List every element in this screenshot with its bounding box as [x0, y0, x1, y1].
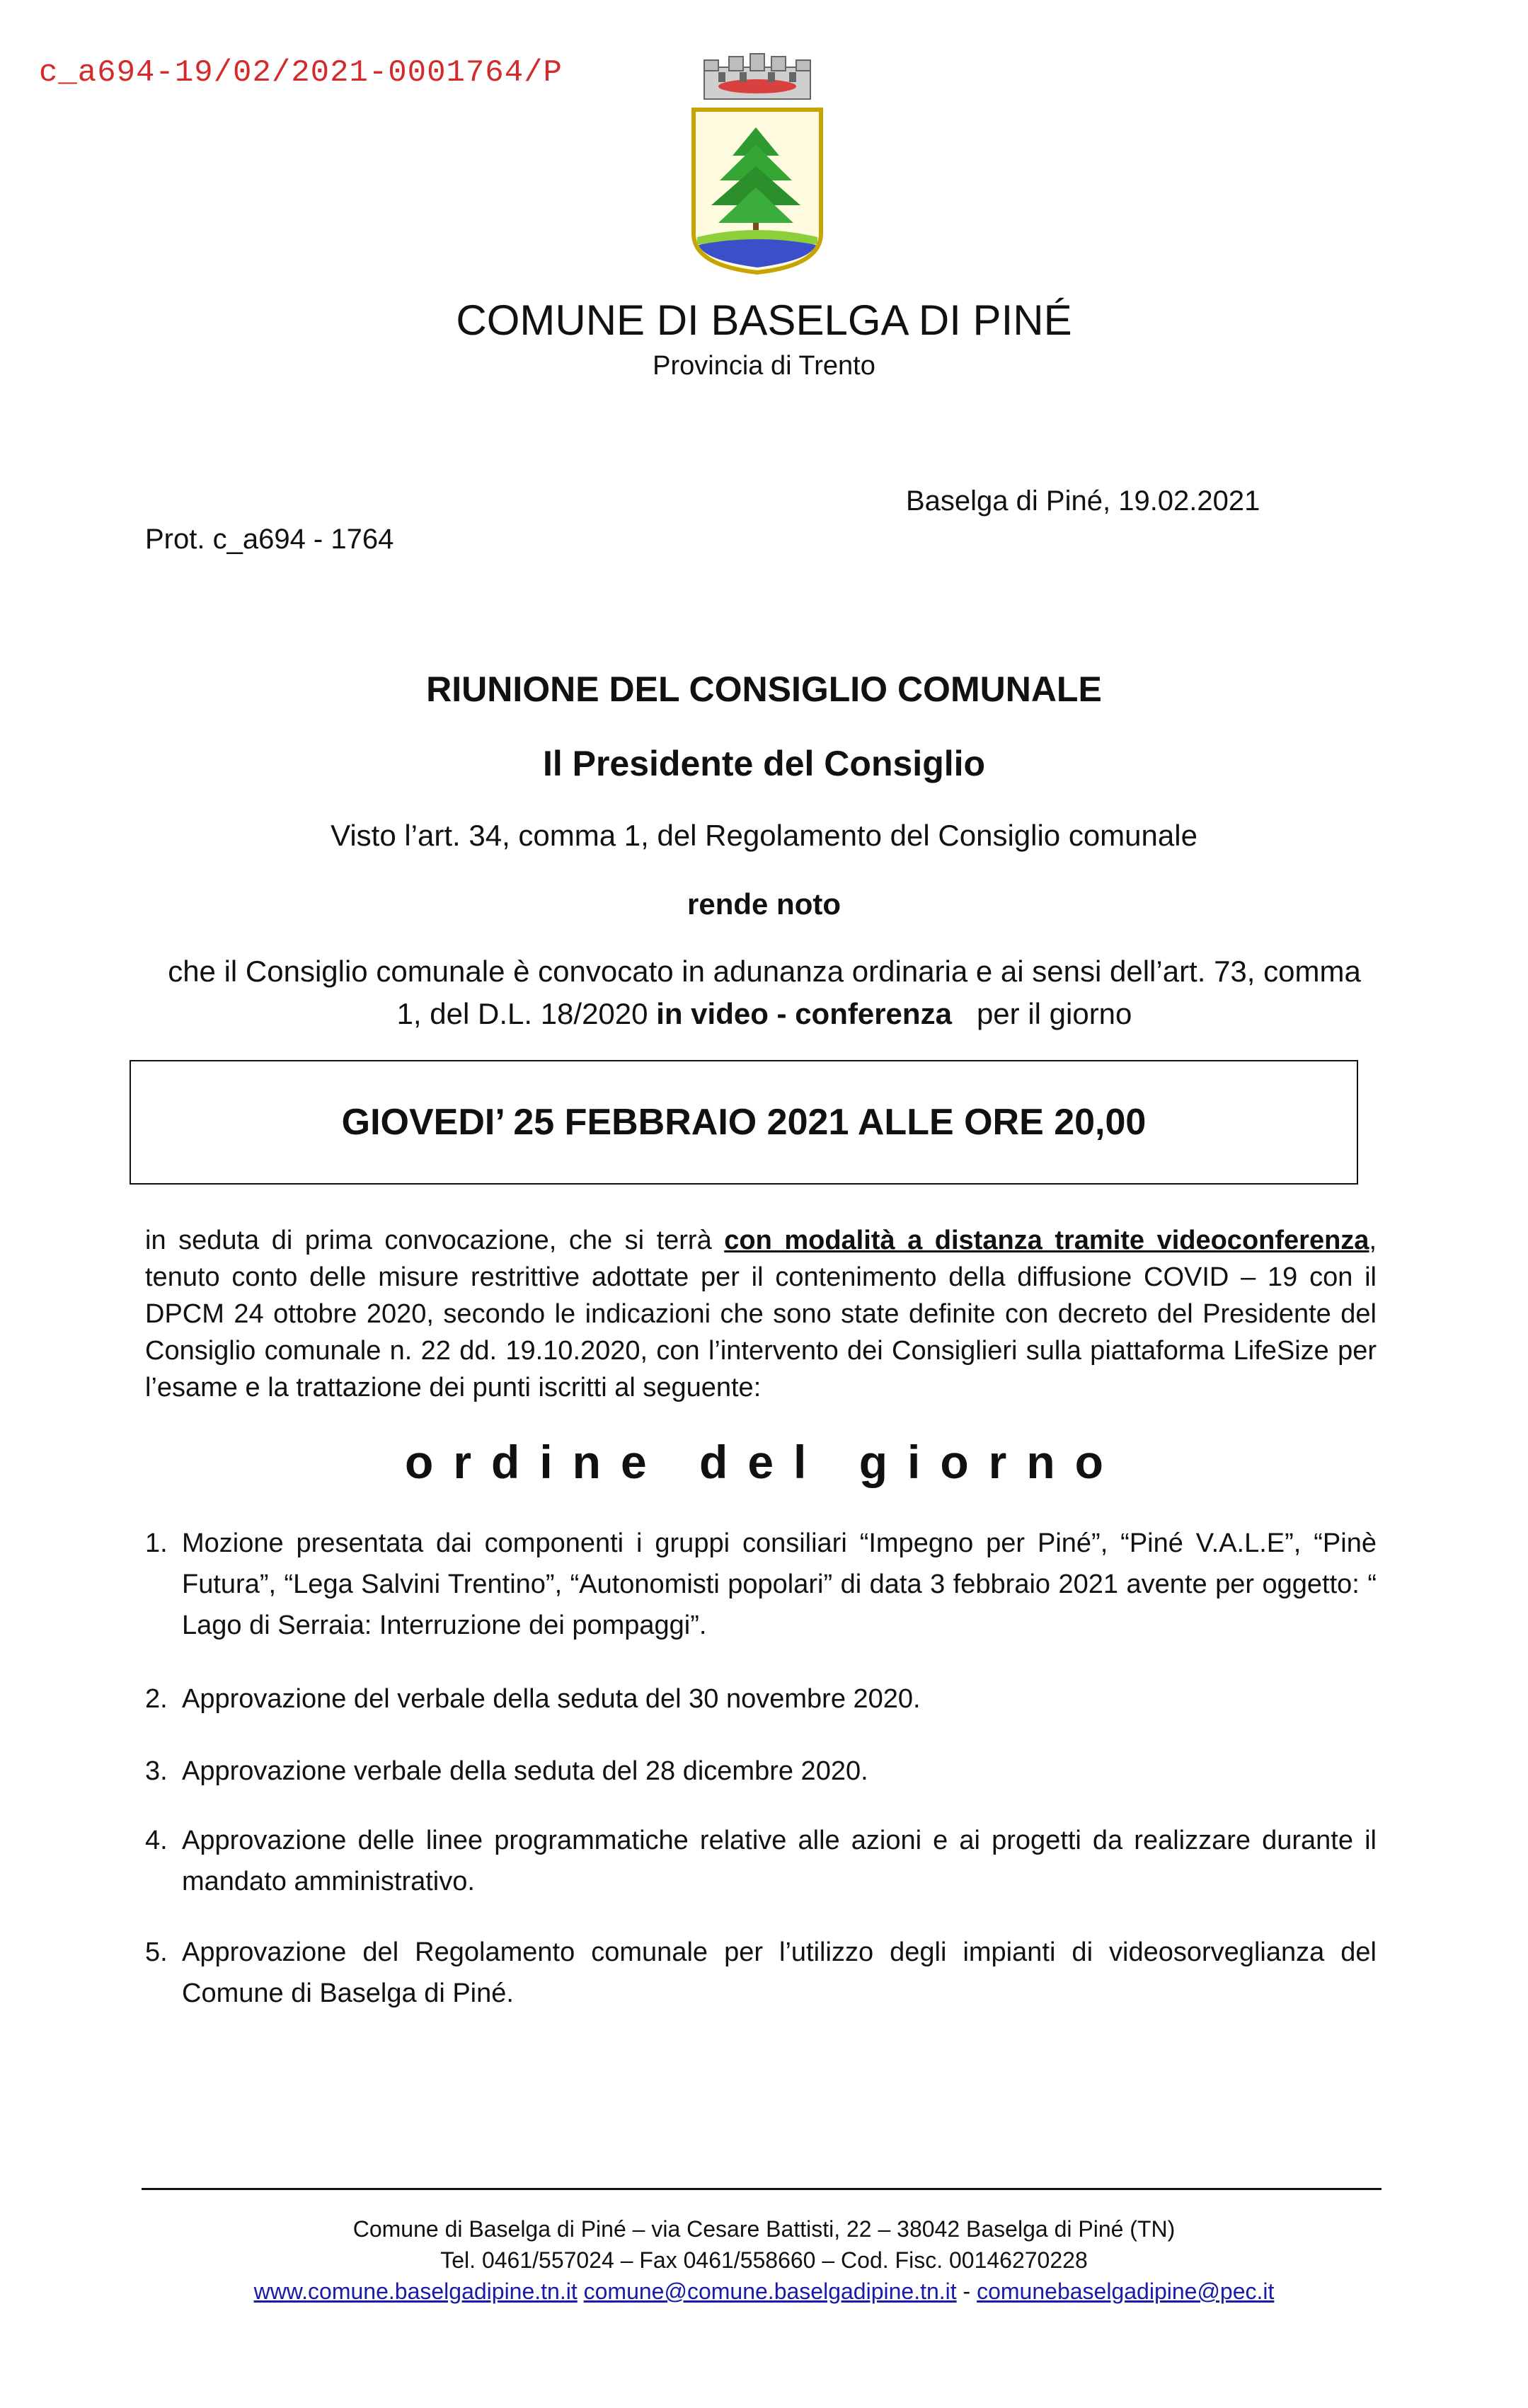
- footer-address: Comune di Baselga di Piné – via Cesare Battisti, 22 – 38042 Baselga di Piné (TN): [352, 2216, 1176, 2242]
- convocation-paragraph: [142, 950, 1387, 1035]
- agenda-item-number: 4.: [145, 1826, 168, 1855]
- agenda-item: [145, 1678, 1377, 1719]
- agenda-item: [145, 1751, 1377, 1792]
- agenda-item: [145, 1523, 1377, 1646]
- agenda-item-number: 2.: [145, 1684, 168, 1714]
- agenda-item-number: 3.: [145, 1756, 168, 1786]
- president-heading: Il Presidente del Consiglio: [542, 744, 986, 783]
- email-link[interactable]: comune@comune.baselgadipine.tn.it: [583, 2279, 957, 2304]
- agenda-title: ordine del giorno: [405, 1436, 1123, 1488]
- municipal-crest-logo: [676, 28, 839, 276]
- pec-link[interactable]: comunebaselgadipine@pec.it: [977, 2279, 1275, 2304]
- rende-noto: rende noto: [687, 887, 841, 921]
- meeting-details-paragraph: [145, 1222, 1377, 1406]
- details-remote-mode: con modalità a distanza tramite videoconferenza: [724, 1226, 1369, 1255]
- details-rest: , tenuto conto delle misure restrittive adottate per il contenimento della diffusione COVID – 19 con il DPCM 24 ottobre 2020, secondo le indicazioni che sono state definite con decreto del Presidente del Consiglio comunale n. 22 dd. 19.10.2020, con l’intervento dei Consiglieri sulla piattaforma LifeSize per l’esame e la trattazione dei punti iscritti al seguente:: [145, 1226, 1377, 1402]
- agenda-item-text: Approvazione delle linee programmatiche relative alle azioni e ai progetti da realizzare durante il mandato amministrativo.: [182, 1826, 1377, 1896]
- agenda-item-number: 1.: [145, 1528, 168, 1558]
- crown-icon: [704, 54, 810, 99]
- meeting-heading: RIUNIONE DEL CONSIGLIO COMUNALE: [426, 669, 1102, 709]
- convocation-line2-start: 1, del D.L. 18/2020: [396, 997, 657, 1030]
- agenda-item-text: Approvazione del verbale della seduta del 30 novembre 2020.: [182, 1684, 921, 1714]
- agenda-item-text: Approvazione verbale della seduta del 28 dicembre 2020.: [182, 1756, 868, 1786]
- visto-line: Visto l’art. 34, comma 1, del Regolamento del Consiglio comunale: [331, 819, 1197, 852]
- details-start: in seduta di prima convocazione, che si terrà: [145, 1226, 725, 1255]
- agenda-item-text: Approvazione del Regolamento comunale per l’utilizzo degli impianti di videosorveglianza del Comune di Baselga di Piné.: [182, 1937, 1377, 2008]
- municipality-title: COMUNE DI BASELGA DI PINÉ: [456, 296, 1072, 344]
- footer-divider: [142, 2188, 1381, 2190]
- convocation-line2-end: per il giorno: [951, 997, 1132, 1030]
- protocol-stamp: c_a694-19/02/2021-0001764/P: [39, 55, 563, 91]
- website-link[interactable]: www.comune.baselgadipine.tn.it: [253, 2279, 578, 2304]
- footer-contacts: Tel. 0461/557024 – Fax 0461/558660 – Cod. Fisc. 00146270228: [440, 2247, 1088, 2273]
- convocation-videoconf: in video - conferenza: [656, 997, 952, 1030]
- footer-links: [0, 2276, 1528, 2307]
- province-subtitle: Provincia di Trento: [653, 351, 875, 381]
- meeting-date-box: [130, 1060, 1358, 1185]
- agenda-item-number: 5.: [145, 1937, 168, 1967]
- meeting-date: GIOVEDI’ 25 FEBBRAIO 2021 ALLE ORE 20,00: [341, 1102, 1147, 1143]
- agenda-item: [145, 1820, 1377, 1902]
- agenda-item-text: Mozione presentata dai componenti i gruppi consiliari “Impegno per Piné”, “Piné V.A.L.E”, “Pinè Futura”, “Lega Salvini Trentino”, “Autonomisti popolari” di data 3 febbraio 2021 avente per oggetto: “ Lago di Serraia: Interruzione dei pompaggi”.: [182, 1528, 1377, 1640]
- convocation-line1: che il Consiglio comunale è convocato in adunanza ordinaria e ai sensi dell’art. 73, comma: [168, 955, 1361, 988]
- place-date: Baselga di Piné, 19.02.2021: [906, 485, 1260, 517]
- agenda-item: [145, 1932, 1377, 2014]
- protocol-number: Prot. c_a694 - 1764: [145, 524, 394, 555]
- footer-separator: -: [956, 2279, 977, 2304]
